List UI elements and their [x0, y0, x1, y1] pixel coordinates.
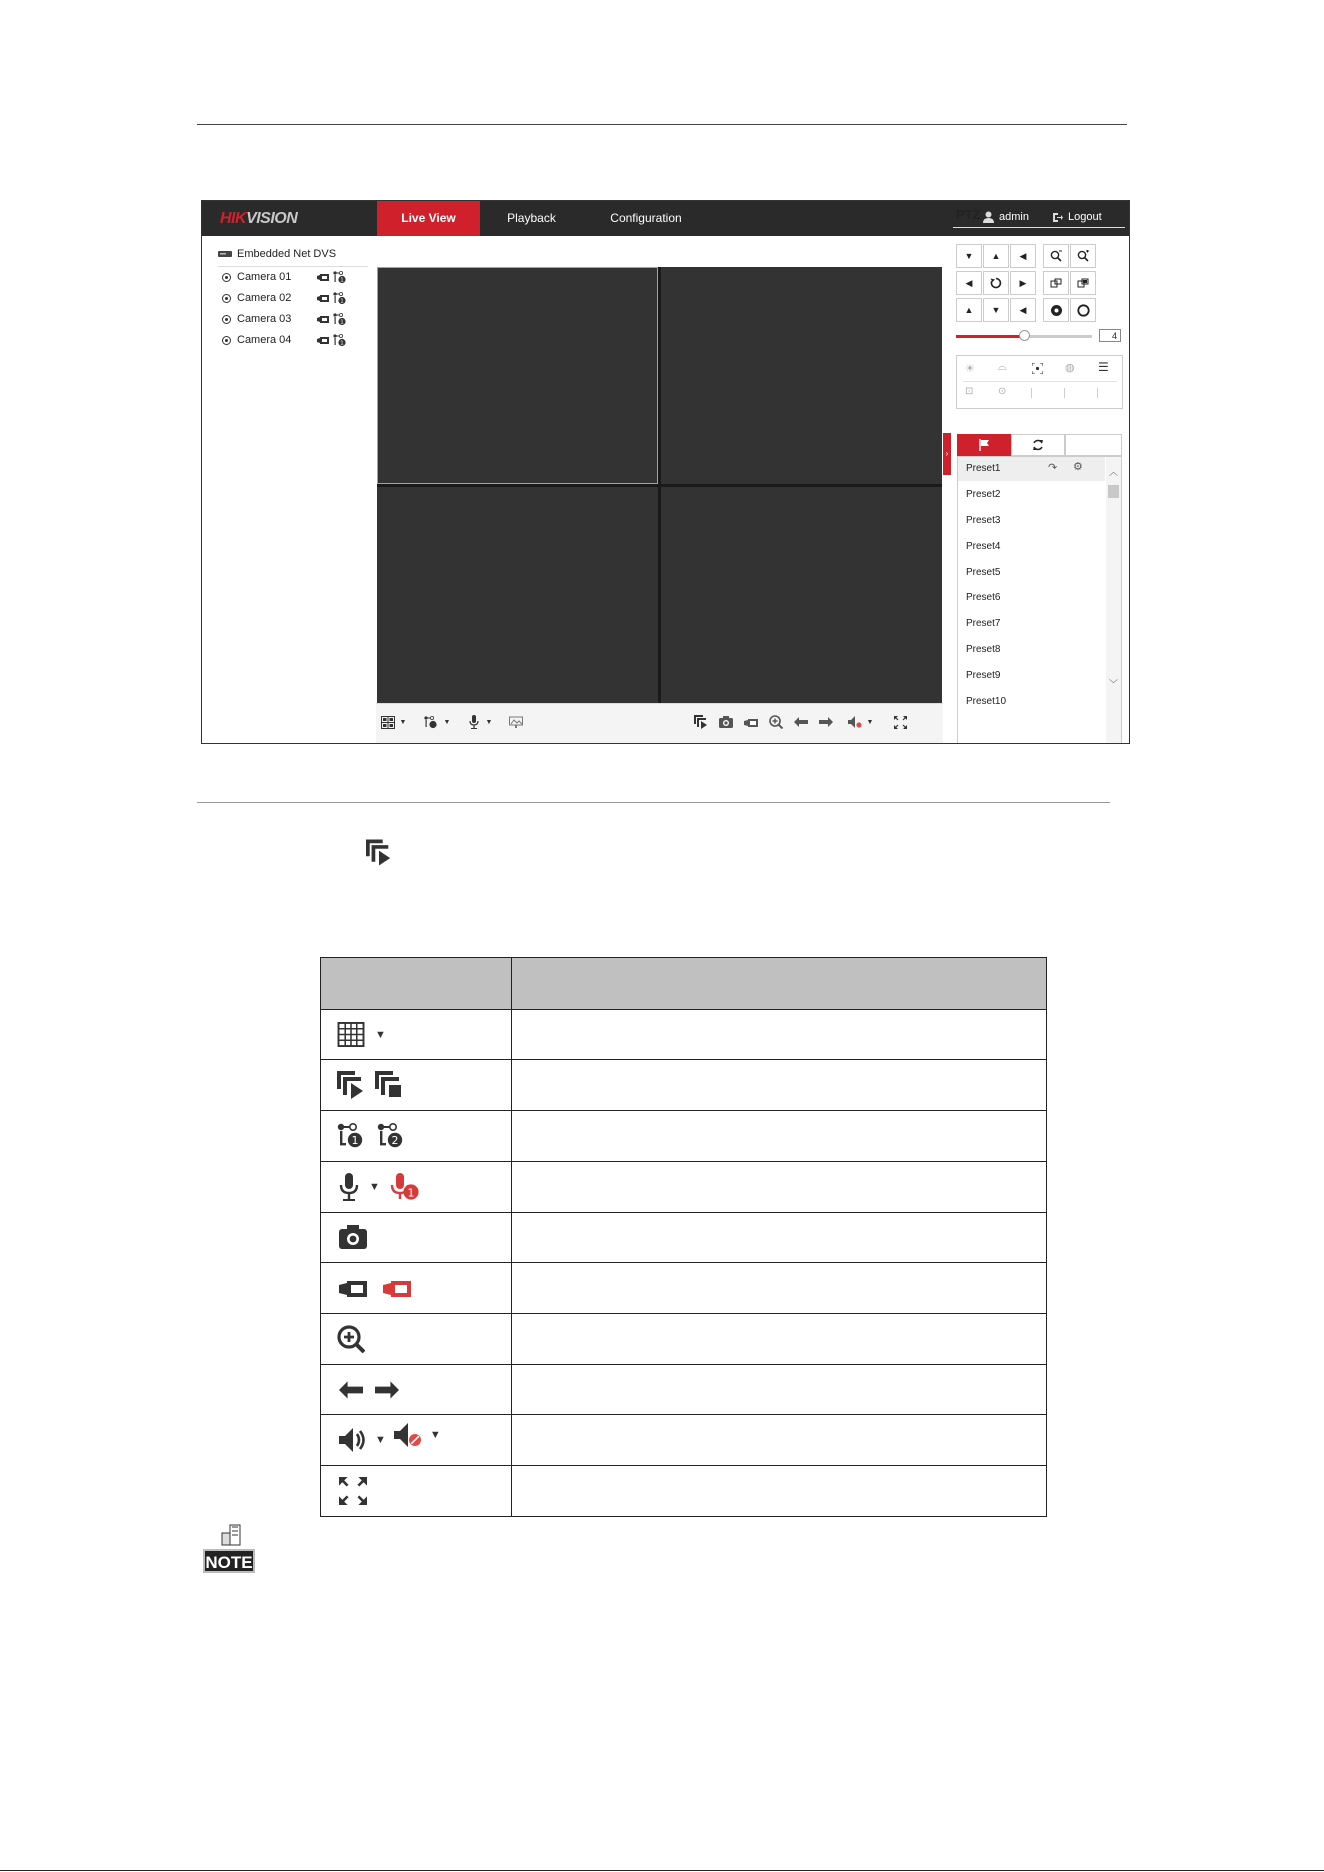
- chevron-down-icon[interactable]: ▼: [443, 718, 451, 726]
- focus-far-icon: [1077, 278, 1089, 288]
- camera-node[interactable]: [222, 290, 347, 306]
- video-pane-4[interactable]: [661, 487, 942, 704]
- table-cell-description: [512, 1364, 1047, 1415]
- iris-close-icon: [1077, 304, 1090, 317]
- table-cell-description: [512, 1009, 1047, 1060]
- camera-icon: [222, 336, 231, 345]
- light-icon[interactable]: ☀: [965, 363, 975, 375]
- record-icon[interactable]: [317, 293, 330, 303]
- aux-separator: [1031, 388, 1032, 398]
- mute-icon[interactable]: [848, 715, 862, 729]
- chevron-down-icon: ▼: [429, 1429, 441, 1442]
- camera-node[interactable]: [222, 332, 347, 348]
- volume-icon: [339, 1428, 367, 1452]
- ptz-speed-slider-fill: [956, 335, 1024, 338]
- device-name: Embedded Net DVS: [237, 248, 337, 260]
- table-row: [321, 1263, 1047, 1314]
- layout-grid-icon: [337, 1022, 365, 1047]
- call-preset-icon[interactable]: ↷: [1048, 462, 1058, 474]
- table-cell-icon: [321, 1009, 512, 1060]
- tab-live-view[interactable]: Live View: [377, 201, 480, 236]
- ptz-down-button[interactable]: ▼: [983, 298, 1009, 322]
- 3d-zoom-icon[interactable]: ⊙: [998, 386, 1007, 397]
- ptz-up-right-button[interactable]: ◀: [1010, 244, 1036, 268]
- chevron-down-icon[interactable]: ▼: [485, 718, 493, 726]
- ptz-panel: [943, 201, 1129, 743]
- preset-item[interactable]: Preset1: [966, 463, 1001, 474]
- ptz-speed-slider-knob[interactable]: [1019, 330, 1030, 341]
- camera-label: Camera 04: [237, 334, 292, 346]
- main-stream-icon: [337, 1123, 365, 1149]
- table-cell-icon: [321, 1263, 512, 1314]
- preset-item[interactable]: Preset9: [966, 670, 1001, 681]
- table-cell-icon: [321, 1364, 512, 1415]
- chevron-down-icon: ▼: [375, 1434, 386, 1447]
- focus-near-button[interactable]: [1043, 271, 1069, 295]
- camera-label: Camera 02: [237, 292, 292, 304]
- patrol-refresh-icon: [1032, 439, 1044, 451]
- aux-divider: [963, 381, 1117, 382]
- logout-label: Logout: [1068, 211, 1102, 223]
- table-row: [321, 1111, 1047, 1162]
- zoom-in-button[interactable]: [1070, 244, 1096, 268]
- iris-open-icon: [1050, 304, 1063, 317]
- scroll-down-icon[interactable]: ﹀: [1109, 679, 1119, 689]
- table-cell-icon: [321, 1060, 512, 1111]
- ptz-down-right-button[interactable]: ◀: [1010, 298, 1036, 322]
- tab-patrol[interactable]: [1011, 434, 1065, 456]
- tab-configuration[interactable]: Configuration: [610, 211, 682, 225]
- note-icon: [200, 1523, 260, 1577]
- preset-item[interactable]: Preset5: [966, 567, 1001, 578]
- arrow-right-icon: [375, 1381, 399, 1399]
- stream-select-icon[interactable]: [333, 292, 347, 305]
- iris-open-button[interactable]: [1043, 298, 1069, 322]
- tab-preset[interactable]: [957, 434, 1011, 456]
- preset-item[interactable]: Preset8: [966, 644, 1001, 655]
- rotate-icon: [990, 277, 1002, 289]
- ptz-title: PTZ: [956, 207, 981, 222]
- table-cell-icon: [321, 1314, 512, 1365]
- header-rule: [197, 124, 1127, 125]
- ptz-left-button[interactable]: ◀: [956, 271, 982, 295]
- ptz-down-left-button[interactable]: ▲: [956, 298, 982, 322]
- table-header-icon: [321, 958, 512, 1010]
- camera-node[interactable]: [222, 311, 347, 327]
- menu-icon[interactable]: ☰: [1098, 360, 1109, 374]
- tab-pattern[interactable]: [1065, 434, 1122, 456]
- svg-text:2: 2: [391, 1134, 399, 1148]
- ptz-title-divider: [953, 227, 1125, 228]
- scroll-up-icon[interactable]: ︿: [1109, 467, 1119, 477]
- aux-separator: [1064, 388, 1065, 398]
- stop-live-view-icon: [375, 1071, 403, 1099]
- zoom-out-button[interactable]: [1043, 244, 1069, 268]
- table-row: [321, 1314, 1047, 1365]
- recording-icon: [383, 1277, 411, 1299]
- video-pane-2[interactable]: [661, 267, 942, 484]
- table-cell-description: [512, 1415, 1047, 1466]
- camera-icon: [222, 315, 231, 324]
- ptz-speed-slider-track[interactable]: [956, 335, 1092, 338]
- lens-init-icon[interactable]: ◍: [1065, 362, 1075, 374]
- device-node[interactable]: [218, 246, 336, 262]
- stream-select-icon[interactable]: [424, 715, 438, 729]
- table-cell-description: [512, 1161, 1047, 1212]
- device-tree: [218, 246, 368, 346]
- microphone-icon[interactable]: [467, 715, 481, 729]
- arrow-left-icon[interactable]: [794, 715, 808, 729]
- zoom-in-icon: [1077, 250, 1089, 262]
- arrow-left-icon: [339, 1381, 363, 1399]
- video-grid: [377, 267, 942, 704]
- preset-item[interactable]: Preset3: [966, 515, 1001, 526]
- gear-icon[interactable]: ⚙: [1073, 461, 1083, 473]
- layout-grid-icon[interactable]: [381, 715, 395, 729]
- table-cell-description: [512, 1263, 1047, 1314]
- chevron-down-icon: ▼: [375, 1028, 386, 1041]
- video-pane-1[interactable]: [377, 267, 658, 484]
- scrollbar-track[interactable]: [1106, 457, 1121, 744]
- live-view-toolbar: [376, 703, 943, 743]
- ptz-speed-value[interactable]: 4: [1099, 329, 1121, 342]
- flag-icon: [979, 439, 990, 451]
- camera-icon: [222, 273, 231, 282]
- record-icon: [339, 1277, 367, 1299]
- hikvision-logo: HIKVISION: [220, 210, 298, 227]
- wiper-icon[interactable]: ⌓: [998, 361, 1007, 373]
- record-icon[interactable]: [317, 314, 330, 324]
- zoom-out-icon: [1050, 250, 1062, 262]
- table-row: [321, 1466, 1047, 1517]
- stream-select-icon[interactable]: [333, 271, 347, 284]
- microphone-icon: [339, 1173, 359, 1201]
- table-cell-icon: [321, 1111, 512, 1162]
- stream-select-icon[interactable]: [333, 313, 347, 326]
- svg-text:1: 1: [340, 298, 344, 304]
- table-cell-description: [512, 1060, 1047, 1111]
- table-cell-icon: [321, 1415, 512, 1466]
- mute-icon: [394, 1423, 422, 1447]
- table-cell-description: [512, 1111, 1047, 1162]
- table-cell-description: [512, 1466, 1047, 1517]
- scrollbar-thumb[interactable]: [1108, 485, 1119, 498]
- ptz-up-left-button[interactable]: ▼: [956, 244, 982, 268]
- sub-stream-icon: [377, 1123, 405, 1149]
- table-row: [321, 1212, 1047, 1263]
- chevron-down-icon: ▼: [369, 1180, 380, 1193]
- aux-separator: [1097, 388, 1098, 398]
- auto-focus-icon[interactable]: [1032, 361, 1043, 379]
- manual-tracking-icon[interactable]: ⊡: [965, 386, 974, 397]
- camera-node[interactable]: [222, 269, 347, 285]
- stream-select-icon[interactable]: [333, 334, 347, 347]
- table-header-row: [321, 958, 1047, 1010]
- dvs-device-icon: [218, 250, 232, 258]
- arrow-right-icon[interactable]: [819, 715, 833, 729]
- start-live-view-icon: [337, 1071, 365, 1099]
- image-enhance-icon[interactable]: [509, 715, 523, 729]
- preset-item[interactable]: Preset7: [966, 618, 1001, 629]
- tab-playback[interactable]: Playback: [507, 211, 556, 225]
- zoom-in-icon[interactable]: [769, 715, 783, 729]
- section-rule: [197, 802, 1110, 803]
- capture-icon[interactable]: [719, 715, 733, 729]
- record-icon[interactable]: [744, 715, 758, 729]
- toolbar-icon-table: [320, 957, 1047, 1517]
- start-live-view-icon: [366, 839, 392, 871]
- focus-far-button[interactable]: [1070, 271, 1096, 295]
- record-icon[interactable]: [317, 335, 330, 345]
- tree-divider: [218, 266, 368, 267]
- ptz-up-button[interactable]: ▲: [983, 244, 1009, 268]
- preset-list: [957, 456, 1122, 743]
- user-name: admin: [999, 211, 1029, 223]
- camera-icon: [222, 294, 231, 303]
- stop-all-live-view-icon[interactable]: [694, 715, 708, 729]
- video-pane-3[interactable]: [377, 487, 658, 704]
- live-view-screenshot: [201, 200, 1130, 744]
- chevron-down-icon[interactable]: ▼: [399, 718, 407, 726]
- chevron-down-icon[interactable]: ▼: [866, 718, 874, 726]
- capture-camera-icon: [339, 1225, 367, 1249]
- table-cell-description: [512, 1314, 1047, 1365]
- table-row: [321, 1364, 1047, 1415]
- table-row: [321, 1415, 1047, 1466]
- iris-close-button[interactable]: [1070, 298, 1096, 322]
- svg-text:1: 1: [340, 319, 344, 325]
- preset-item[interactable]: Preset10: [966, 696, 1007, 707]
- ptz-auto-button[interactable]: [983, 271, 1009, 295]
- preset-item[interactable]: Preset2: [966, 489, 1001, 500]
- digital-zoom-icon: [337, 1325, 365, 1353]
- svg-text:1: 1: [351, 1134, 359, 1148]
- svg-text:1: 1: [340, 340, 344, 346]
- footer-rule: [0, 1870, 1324, 1871]
- table-row: [321, 1161, 1047, 1212]
- table-row: [321, 1060, 1047, 1111]
- table-row: [321, 1009, 1047, 1060]
- preset-item[interactable]: Preset6: [966, 592, 1001, 603]
- fullscreen-icon[interactable]: [893, 715, 907, 729]
- talking-microphone-icon: [390, 1173, 420, 1201]
- table-cell-description: [512, 1212, 1047, 1263]
- table-cell-icon: [321, 1212, 512, 1263]
- table-cell-icon: [321, 1466, 512, 1517]
- ptz-right-button[interactable]: ▶: [1010, 271, 1036, 295]
- camera-label: Camera 01: [237, 271, 292, 283]
- record-icon[interactable]: [317, 272, 330, 282]
- fullscreen-icon: [339, 1477, 367, 1505]
- preset-item[interactable]: Preset4: [966, 541, 1001, 552]
- table-header-description: [512, 958, 1047, 1010]
- camera-label: Camera 03: [237, 313, 292, 325]
- note-label: NOTE: [203, 1549, 255, 1573]
- table-cell-icon: [321, 1161, 512, 1212]
- svg-text:1: 1: [407, 1186, 415, 1200]
- focus-near-icon: [1050, 278, 1062, 288]
- auxiliary-functions-box: [956, 355, 1123, 409]
- svg-text:1: 1: [340, 277, 344, 283]
- panel-collapse-handle[interactable]: ›: [943, 433, 951, 475]
